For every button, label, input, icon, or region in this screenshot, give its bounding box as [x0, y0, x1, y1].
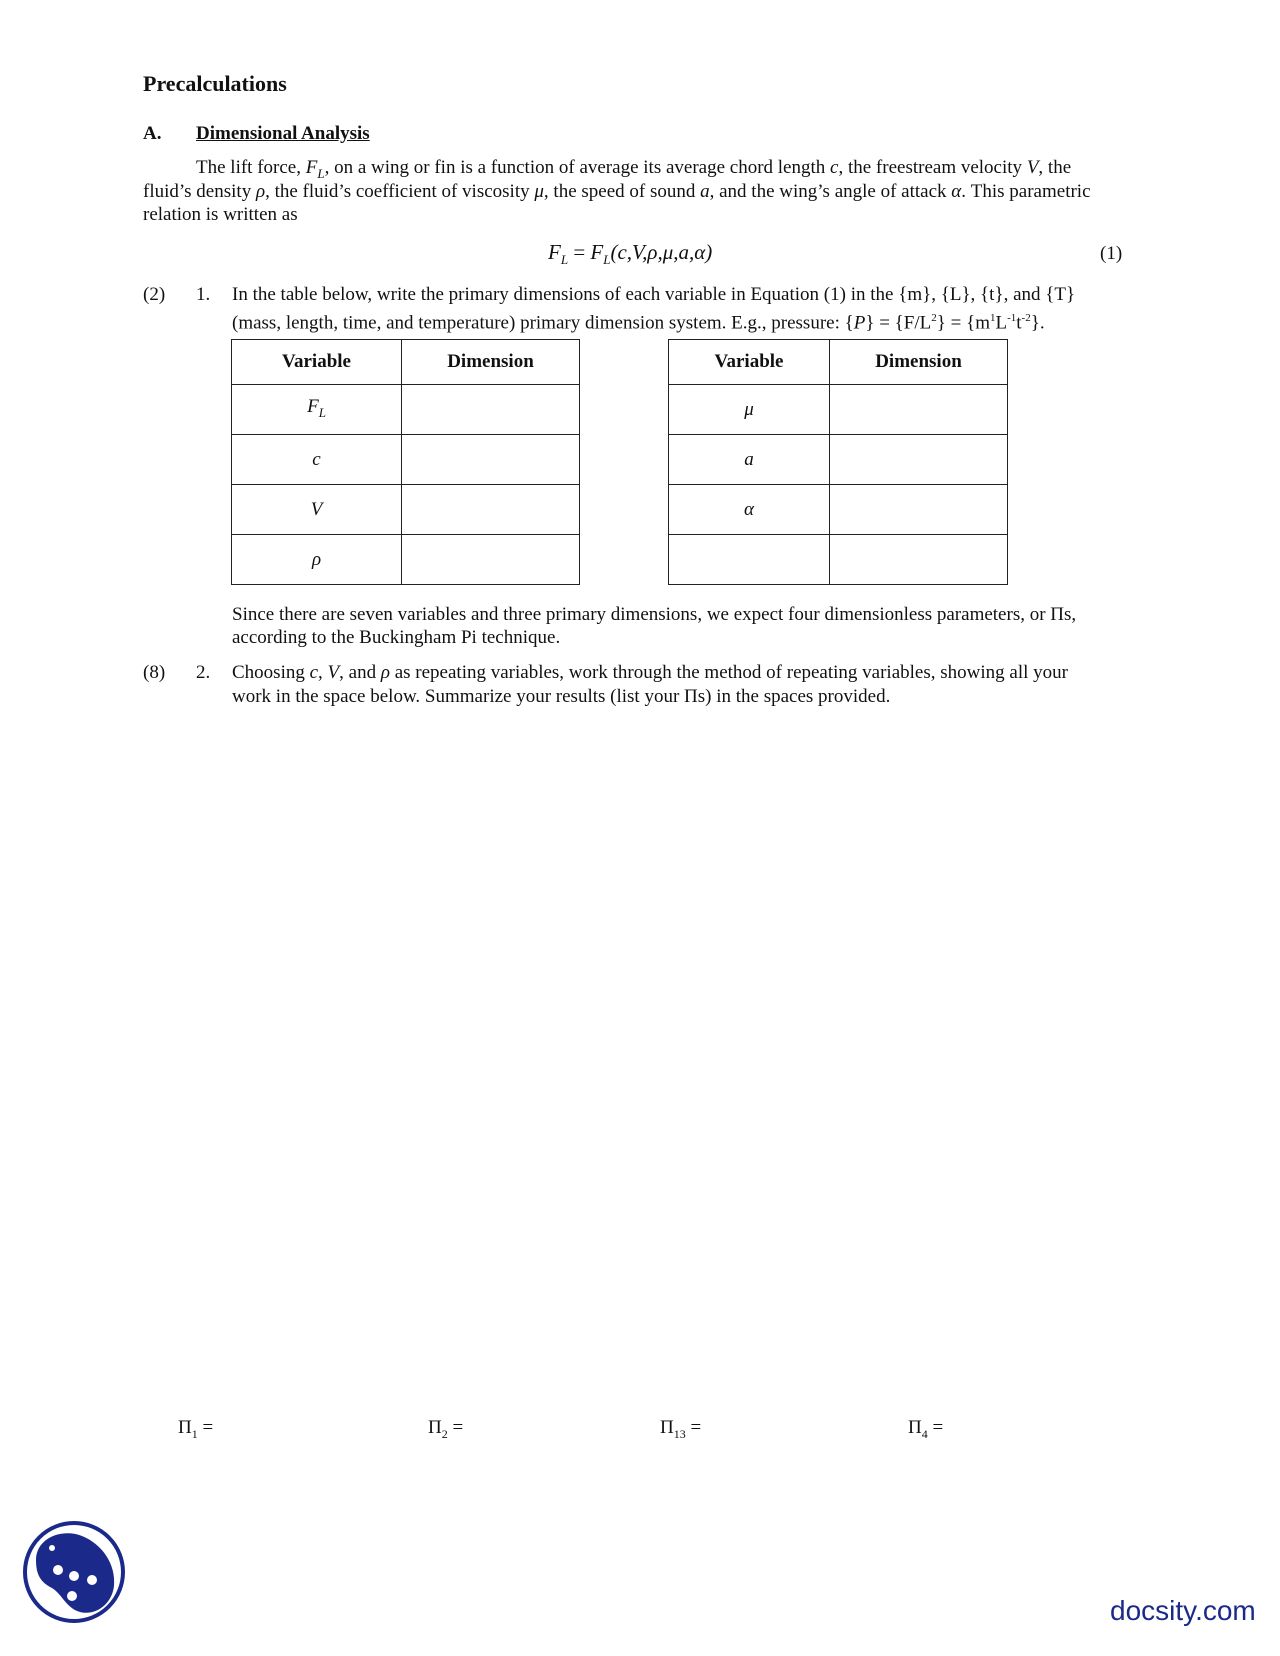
intro-line-3: relation is written as: [143, 204, 298, 225]
table-row: [232, 435, 580, 485]
variable-cell: a: [669, 435, 830, 485]
table-row: [669, 535, 1008, 585]
page-title: Precalculations: [143, 71, 287, 96]
dimension-input-cell[interactable]: [830, 485, 1008, 535]
dimension-input-cell[interactable]: [830, 435, 1008, 485]
variable-cell: $F_L$: [232, 385, 402, 435]
docsity-logo-icon[interactable]: [22, 1520, 132, 1630]
section-title: Dimensional Analysis: [196, 123, 370, 144]
q2-number: 2.: [196, 662, 211, 683]
q1-line-1: In the table below, write the primary dimensions of each variable in Equation (1) in the {m}, {L}, {t}, and {T}: [232, 284, 1076, 305]
table-row: [669, 485, 1008, 535]
q1-points: (2): [143, 284, 166, 305]
table-row: [232, 385, 580, 435]
variable-cell: [669, 535, 830, 585]
dimension-input-cell[interactable]: [830, 535, 1008, 585]
equation: $F_L = F_L(c,V,\rho,\mu,a,\alpha)$: [548, 240, 713, 268]
table-header-variable: Variable: [669, 340, 830, 385]
dimension-input-cell[interactable]: [402, 485, 580, 535]
pi-3-answer[interactable]: $\Pi_{13}$ =: [660, 1417, 702, 1441]
table-row: [232, 485, 580, 535]
q1-line-2: (mass, length, time, and temperature) primary dimension system. E.g., pressure: $\{P\} = \{F/L^2\} = \{m^1L^{-1}t^{-2}\}$.: [232, 312, 1045, 334]
section-number: A.: [143, 123, 162, 144]
dimension-input-cell[interactable]: [402, 535, 580, 585]
variable-cell: V: [232, 485, 402, 535]
table-header-variable: Variable: [232, 340, 402, 385]
note-line-2: according to the Buckingham Pi technique.: [232, 627, 561, 648]
dimension-input-cell[interactable]: [402, 385, 580, 435]
table-row: [669, 435, 1008, 485]
docsity-brand-link[interactable]: docsity.com: [1110, 1595, 1256, 1626]
intro-line-1: The lift force, $F_L$, on a wing or fin is a function of average its average chord length c, the freestream velocity V, the: [196, 157, 1072, 181]
variable-cell: ρ: [232, 535, 402, 585]
table-row: [669, 385, 1008, 435]
q2-line-2: work in the space below. Summarize your results (list your Πs) in the spaces provided.: [232, 686, 891, 707]
variable-cell: μ: [669, 385, 830, 435]
q2-points: (8): [143, 662, 166, 683]
dimension-table-left: [231, 339, 580, 585]
q2-line-1: Choosing c, V, and ρ as repeating variables, work through the method of repeating variables, showing all your: [232, 662, 1068, 683]
pi-4-answer[interactable]: $\Pi_4$ =: [908, 1417, 944, 1441]
pi-1-answer[interactable]: $\Pi_1$ =: [178, 1417, 214, 1441]
variable-cell: α: [669, 485, 830, 535]
note-line-1: Since there are seven variables and three primary dimensions, we expect four dimensionless parameters, or Πs,: [232, 604, 1077, 625]
table-header-dimension: Dimension: [402, 340, 580, 385]
variable-cell: c: [232, 435, 402, 485]
dimension-input-cell[interactable]: [402, 435, 580, 485]
intro-line-2: fluid’s density ρ, the fluid’s coefficient of viscosity μ, the speed of sound a, and the wing’s angle of attack α. This parametric: [143, 181, 1091, 202]
table-header-dimension: Dimension: [830, 340, 1008, 385]
dimension-input-cell[interactable]: [830, 385, 1008, 435]
pi-2-answer[interactable]: $\Pi_2$ =: [428, 1417, 464, 1441]
equation-number: (1): [1100, 243, 1123, 264]
dimension-table-right: [668, 339, 1008, 585]
q1-number: 1.: [196, 284, 211, 305]
table-row: [232, 535, 580, 585]
